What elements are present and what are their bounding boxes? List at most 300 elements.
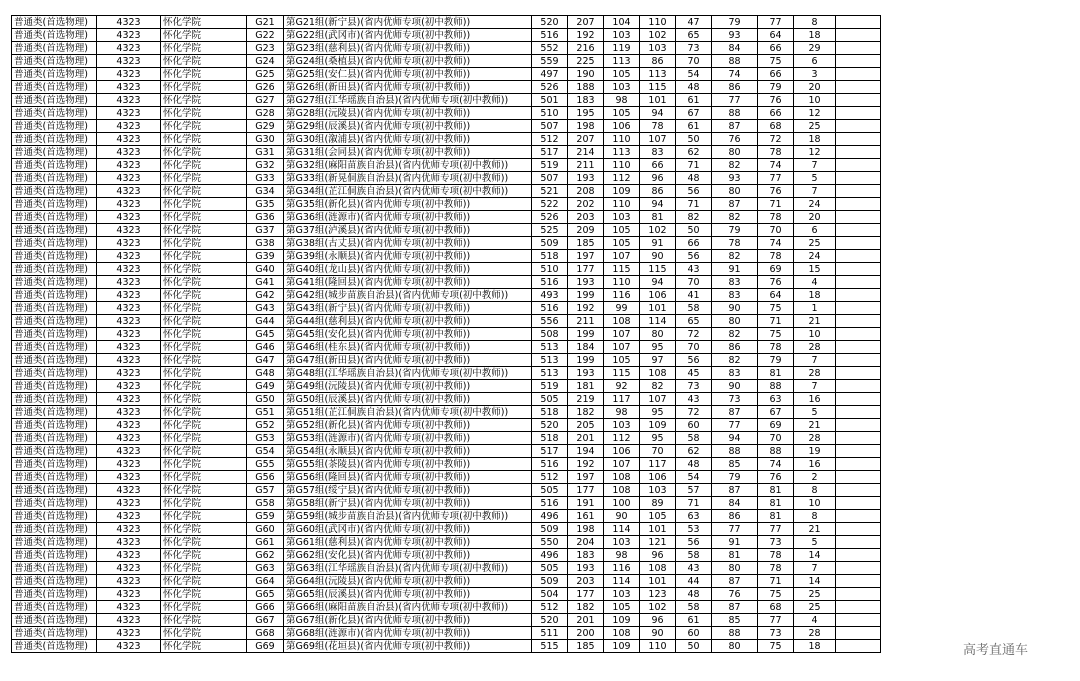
score-col-8-cell: 1 <box>794 302 836 315</box>
group-name-cell: 第G33组(新晃侗族自治县)(省内优师专项(初中教师)) <box>284 172 532 185</box>
group-name-cell: 第G40组(龙山县)(省内优师专项(初中教师)) <box>284 263 532 276</box>
score-col-4-cell: 107 <box>640 133 676 146</box>
group-code-cell: G61 <box>247 536 284 549</box>
school-name-cell: 怀化学院 <box>161 315 247 328</box>
category-cell: 普通类(首选物理) <box>12 159 97 172</box>
category-cell: 普通类(首选物理) <box>12 198 97 211</box>
group-code-cell: G29 <box>247 120 284 133</box>
empty-cell <box>836 276 881 289</box>
group-code-cell: G66 <box>247 601 284 614</box>
score-col-6-cell: 86 <box>712 81 758 94</box>
score-col-2-cell: 192 <box>568 302 604 315</box>
score-col-6-cell: 74 <box>712 68 758 81</box>
school-name-cell: 怀化学院 <box>161 211 247 224</box>
total-score-cell: 505 <box>532 393 568 406</box>
score-col-3-cell: 115 <box>604 367 640 380</box>
group-code-cell: G56 <box>247 471 284 484</box>
score-col-7-cell: 72 <box>758 133 794 146</box>
score-col-6-cell: 88 <box>712 107 758 120</box>
total-score-cell: 513 <box>532 367 568 380</box>
group-code-cell: G49 <box>247 380 284 393</box>
group-name-cell: 第G52组(新化县)(省内优师专项(初中教师)) <box>284 419 532 432</box>
school-name-cell: 怀化学院 <box>161 107 247 120</box>
table-row <box>12 497 881 510</box>
school-code-cell: 4323 <box>97 211 161 224</box>
total-score-cell: 509 <box>532 523 568 536</box>
score-col-5-cell: 63 <box>676 510 712 523</box>
score-col-2-cell: 207 <box>568 16 604 29</box>
total-score-cell: 526 <box>532 211 568 224</box>
score-col-4-cell: 86 <box>640 55 676 68</box>
score-col-7-cell: 71 <box>758 575 794 588</box>
score-col-2-cell: 200 <box>568 627 604 640</box>
table-row <box>12 614 881 627</box>
score-col-6-cell: 94 <box>712 432 758 445</box>
score-col-8-cell: 12 <box>794 107 836 120</box>
score-col-8-cell: 25 <box>794 237 836 250</box>
score-col-4-cell: 95 <box>640 432 676 445</box>
school-code-cell: 4323 <box>97 575 161 588</box>
score-col-7-cell: 78 <box>758 146 794 159</box>
score-col-6-cell: 79 <box>712 224 758 237</box>
total-score-cell: 504 <box>532 588 568 601</box>
group-name-cell: 第G43组(新宁县)(省内优师专项(初中教师)) <box>284 302 532 315</box>
score-col-8-cell: 6 <box>794 224 836 237</box>
score-col-6-cell: 78 <box>712 237 758 250</box>
table-row <box>12 341 881 354</box>
category-cell: 普通类(首选物理) <box>12 94 97 107</box>
group-name-cell: 第G42组(城步苗族自治县)(省内优师专项(初中教师)) <box>284 289 532 302</box>
school-name-cell: 怀化学院 <box>161 224 247 237</box>
school-name-cell: 怀化学院 <box>161 42 247 55</box>
total-score-cell: 507 <box>532 120 568 133</box>
total-score-cell: 505 <box>532 484 568 497</box>
empty-cell <box>836 81 881 94</box>
empty-cell <box>836 55 881 68</box>
score-col-3-cell: 107 <box>604 458 640 471</box>
score-col-7-cell: 70 <box>758 224 794 237</box>
score-col-2-cell: 182 <box>568 601 604 614</box>
score-col-5-cell: 58 <box>676 549 712 562</box>
score-col-4-cell: 81 <box>640 211 676 224</box>
category-cell: 普通类(首选物理) <box>12 172 97 185</box>
group-code-cell: G22 <box>247 29 284 42</box>
empty-cell <box>836 497 881 510</box>
category-cell: 普通类(首选物理) <box>12 458 97 471</box>
score-col-7-cell: 71 <box>758 315 794 328</box>
score-col-6-cell: 87 <box>712 601 758 614</box>
total-score-cell: 525 <box>532 224 568 237</box>
group-name-cell: 第G44组(慈利县)(省内优师专项(初中教师)) <box>284 315 532 328</box>
category-cell: 普通类(首选物理) <box>12 289 97 302</box>
score-col-7-cell: 66 <box>758 107 794 120</box>
score-col-6-cell: 88 <box>712 445 758 458</box>
group-name-cell: 第G35组(新化县)(省内优师专项(初中教师)) <box>284 198 532 211</box>
score-col-6-cell: 85 <box>712 458 758 471</box>
school-name-cell: 怀化学院 <box>161 367 247 380</box>
school-name-cell: 怀化学院 <box>161 523 247 536</box>
score-col-8-cell: 28 <box>794 432 836 445</box>
group-code-cell: G36 <box>247 211 284 224</box>
group-code-cell: G43 <box>247 302 284 315</box>
score-col-2-cell: 225 <box>568 55 604 68</box>
empty-cell <box>836 172 881 185</box>
school-name-cell: 怀化学院 <box>161 198 247 211</box>
group-name-cell: 第G54组(永顺县)(省内优师专项(初中教师)) <box>284 445 532 458</box>
category-cell: 普通类(首选物理) <box>12 562 97 575</box>
score-col-4-cell: 107 <box>640 393 676 406</box>
group-code-cell: G38 <box>247 237 284 250</box>
school-code-cell: 4323 <box>97 276 161 289</box>
score-col-8-cell: 5 <box>794 172 836 185</box>
score-col-7-cell: 81 <box>758 497 794 510</box>
score-col-5-cell: 48 <box>676 81 712 94</box>
group-code-cell: G34 <box>247 185 284 198</box>
school-code-cell: 4323 <box>97 614 161 627</box>
group-code-cell: G64 <box>247 575 284 588</box>
score-col-2-cell: 201 <box>568 432 604 445</box>
score-col-3-cell: 119 <box>604 42 640 55</box>
score-col-2-cell: 198 <box>568 120 604 133</box>
category-cell: 普通类(首选物理) <box>12 16 97 29</box>
group-code-cell: G55 <box>247 458 284 471</box>
score-col-7-cell: 78 <box>758 341 794 354</box>
total-score-cell: 510 <box>532 263 568 276</box>
score-col-6-cell: 80 <box>712 185 758 198</box>
category-cell: 普通类(首选物理) <box>12 601 97 614</box>
score-col-2-cell: 184 <box>568 341 604 354</box>
category-cell: 普通类(首选物理) <box>12 250 97 263</box>
score-col-7-cell: 68 <box>758 601 794 614</box>
group-code-cell: G68 <box>247 627 284 640</box>
score-col-2-cell: 203 <box>568 575 604 588</box>
school-code-cell: 4323 <box>97 406 161 419</box>
score-col-5-cell: 58 <box>676 432 712 445</box>
empty-cell <box>836 484 881 497</box>
table-row <box>12 94 881 107</box>
score-col-6-cell: 93 <box>712 172 758 185</box>
score-col-3-cell: 110 <box>604 159 640 172</box>
empty-cell <box>836 120 881 133</box>
total-score-cell: 556 <box>532 315 568 328</box>
score-col-5-cell: 61 <box>676 94 712 107</box>
table-row <box>12 42 881 55</box>
empty-cell <box>836 42 881 55</box>
group-name-cell: 第G49组(沅陵县)(省内优师专项(初中教师)) <box>284 380 532 393</box>
school-code-cell: 4323 <box>97 185 161 198</box>
score-col-3-cell: 103 <box>604 536 640 549</box>
score-col-4-cell: 94 <box>640 107 676 120</box>
score-col-8-cell: 21 <box>794 315 836 328</box>
score-col-4-cell: 83 <box>640 146 676 159</box>
empty-cell <box>836 68 881 81</box>
total-score-cell: 520 <box>532 16 568 29</box>
empty-cell <box>836 575 881 588</box>
score-col-6-cell: 86 <box>712 341 758 354</box>
total-score-cell: 512 <box>532 471 568 484</box>
group-code-cell: G60 <box>247 523 284 536</box>
group-name-cell: 第G63组(江华瑶族自治县)(省内优师专项(初中教师)) <box>284 562 532 575</box>
score-col-4-cell: 101 <box>640 575 676 588</box>
score-col-2-cell: 177 <box>568 588 604 601</box>
score-col-3-cell: 114 <box>604 575 640 588</box>
empty-cell <box>836 224 881 237</box>
category-cell: 普通类(首选物理) <box>12 549 97 562</box>
score-col-4-cell: 110 <box>640 640 676 653</box>
total-score-cell: 510 <box>532 107 568 120</box>
score-col-2-cell: 182 <box>568 406 604 419</box>
score-col-6-cell: 90 <box>712 302 758 315</box>
group-code-cell: G24 <box>247 55 284 68</box>
score-col-6-cell: 82 <box>712 354 758 367</box>
total-score-cell: 522 <box>532 198 568 211</box>
school-code-cell: 4323 <box>97 380 161 393</box>
score-col-7-cell: 71 <box>758 198 794 211</box>
school-code-cell: 4323 <box>97 536 161 549</box>
score-col-4-cell: 90 <box>640 250 676 263</box>
table-row <box>12 29 881 42</box>
category-cell: 普通类(首选物理) <box>12 367 97 380</box>
score-col-3-cell: 103 <box>604 211 640 224</box>
score-col-2-cell: 209 <box>568 224 604 237</box>
group-name-cell: 第G67组(新化县)(省内优师专项(初中教师)) <box>284 614 532 627</box>
score-col-3-cell: 109 <box>604 614 640 627</box>
score-col-6-cell: 79 <box>712 471 758 484</box>
score-col-4-cell: 110 <box>640 16 676 29</box>
empty-cell <box>836 380 881 393</box>
score-col-5-cell: 54 <box>676 68 712 81</box>
school-name-cell: 怀化学院 <box>161 471 247 484</box>
score-col-2-cell: 193 <box>568 172 604 185</box>
total-score-cell: 519 <box>532 159 568 172</box>
score-col-8-cell: 16 <box>794 458 836 471</box>
category-cell: 普通类(首选物理) <box>12 536 97 549</box>
score-col-3-cell: 113 <box>604 146 640 159</box>
score-col-4-cell: 115 <box>640 263 676 276</box>
group-name-cell: 第G27组(江华瑶族自治县)(省内优师专项(初中教师)) <box>284 94 532 107</box>
score-col-7-cell: 75 <box>758 588 794 601</box>
category-cell: 普通类(首选物理) <box>12 237 97 250</box>
score-col-5-cell: 56 <box>676 250 712 263</box>
table-row <box>12 250 881 263</box>
category-cell: 普通类(首选物理) <box>12 211 97 224</box>
group-code-cell: G69 <box>247 640 284 653</box>
table-row <box>12 536 881 549</box>
score-col-5-cell: 70 <box>676 341 712 354</box>
score-col-5-cell: 48 <box>676 588 712 601</box>
score-col-5-cell: 71 <box>676 497 712 510</box>
score-col-6-cell: 84 <box>712 497 758 510</box>
score-col-7-cell: 74 <box>758 159 794 172</box>
score-col-8-cell: 10 <box>794 328 836 341</box>
score-col-8-cell: 7 <box>794 354 836 367</box>
school-code-cell: 4323 <box>97 68 161 81</box>
total-score-cell: 496 <box>532 510 568 523</box>
group-code-cell: G40 <box>247 263 284 276</box>
score-col-4-cell: 103 <box>640 484 676 497</box>
score-col-5-cell: 44 <box>676 575 712 588</box>
score-col-3-cell: 110 <box>604 133 640 146</box>
school-code-cell: 4323 <box>97 29 161 42</box>
score-col-2-cell: 190 <box>568 68 604 81</box>
category-cell: 普通类(首选物理) <box>12 328 97 341</box>
group-code-cell: G59 <box>247 510 284 523</box>
school-name-cell: 怀化学院 <box>161 510 247 523</box>
school-code-cell: 4323 <box>97 81 161 94</box>
score-col-2-cell: 192 <box>568 29 604 42</box>
watermark: 高考直通车 <box>963 643 1029 658</box>
score-col-7-cell: 78 <box>758 250 794 263</box>
score-col-6-cell: 82 <box>712 211 758 224</box>
empty-cell <box>836 16 881 29</box>
score-col-8-cell: 20 <box>794 81 836 94</box>
school-code-cell: 4323 <box>97 471 161 484</box>
table-row <box>12 55 881 68</box>
group-name-cell: 第G29组(辰溪县)(省内优师专项(初中教师)) <box>284 120 532 133</box>
score-col-8-cell: 28 <box>794 367 836 380</box>
group-name-cell: 第G55组(茶陵县)(省内优师专项(初中教师)) <box>284 458 532 471</box>
score-col-8-cell: 25 <box>794 120 836 133</box>
score-col-6-cell: 80 <box>712 562 758 575</box>
score-col-7-cell: 67 <box>758 406 794 419</box>
table-row <box>12 393 881 406</box>
score-col-5-cell: 72 <box>676 328 712 341</box>
score-col-4-cell: 103 <box>640 42 676 55</box>
empty-cell <box>836 341 881 354</box>
score-col-5-cell: 48 <box>676 458 712 471</box>
empty-cell <box>836 328 881 341</box>
school-code-cell: 4323 <box>97 42 161 55</box>
school-code-cell: 4323 <box>97 549 161 562</box>
school-name-cell: 怀化学院 <box>161 133 247 146</box>
category-cell: 普通类(首选物理) <box>12 55 97 68</box>
total-score-cell: 509 <box>532 575 568 588</box>
score-col-8-cell: 21 <box>794 523 836 536</box>
score-col-2-cell: 191 <box>568 497 604 510</box>
empty-cell <box>836 432 881 445</box>
empty-cell <box>836 588 881 601</box>
score-col-3-cell: 98 <box>604 94 640 107</box>
score-col-3-cell: 104 <box>604 16 640 29</box>
group-code-cell: G46 <box>247 341 284 354</box>
total-score-cell: 521 <box>532 185 568 198</box>
group-name-cell: 第G50组(辰溪县)(省内优师专项(初中教师)) <box>284 393 532 406</box>
school-code-cell: 4323 <box>97 146 161 159</box>
score-col-7-cell: 69 <box>758 419 794 432</box>
school-name-cell: 怀化学院 <box>161 341 247 354</box>
score-col-2-cell: 185 <box>568 640 604 653</box>
table-row <box>12 224 881 237</box>
school-code-cell: 4323 <box>97 55 161 68</box>
empty-cell <box>836 29 881 42</box>
category-cell: 普通类(首选物理) <box>12 393 97 406</box>
table-row <box>12 471 881 484</box>
group-code-cell: G30 <box>247 133 284 146</box>
score-col-2-cell: 203 <box>568 211 604 224</box>
score-col-6-cell: 76 <box>712 588 758 601</box>
score-col-3-cell: 103 <box>604 588 640 601</box>
school-code-cell: 4323 <box>97 445 161 458</box>
school-code-cell: 4323 <box>97 497 161 510</box>
score-col-7-cell: 81 <box>758 510 794 523</box>
score-col-7-cell: 66 <box>758 42 794 55</box>
score-col-7-cell: 64 <box>758 289 794 302</box>
score-col-4-cell: 101 <box>640 94 676 107</box>
score-col-2-cell: 199 <box>568 289 604 302</box>
score-col-4-cell: 109 <box>640 419 676 432</box>
table-row <box>12 302 881 315</box>
score-col-2-cell: 204 <box>568 536 604 549</box>
table-row <box>12 640 881 653</box>
score-col-3-cell: 109 <box>604 185 640 198</box>
score-col-6-cell: 88 <box>712 55 758 68</box>
score-col-2-cell: 181 <box>568 380 604 393</box>
category-cell: 普通类(首选物理) <box>12 185 97 198</box>
category-cell: 普通类(首选物理) <box>12 432 97 445</box>
group-name-cell: 第G46组(桂东县)(省内优师专项(初中教师)) <box>284 341 532 354</box>
group-name-cell: 第G32组(麻阳苗族自治县)(省内优师专项(初中教师)) <box>284 159 532 172</box>
school-name-cell: 怀化学院 <box>161 263 247 276</box>
score-col-3-cell: 103 <box>604 419 640 432</box>
school-code-cell: 4323 <box>97 198 161 211</box>
score-col-6-cell: 77 <box>712 523 758 536</box>
score-col-8-cell: 10 <box>794 94 836 107</box>
empty-cell <box>836 354 881 367</box>
score-col-6-cell: 83 <box>712 367 758 380</box>
score-col-5-cell: 53 <box>676 523 712 536</box>
table-row <box>12 484 881 497</box>
empty-cell <box>836 367 881 380</box>
score-col-6-cell: 77 <box>712 419 758 432</box>
school-name-cell: 怀化学院 <box>161 185 247 198</box>
score-col-3-cell: 110 <box>604 198 640 211</box>
school-code-cell: 4323 <box>97 224 161 237</box>
score-col-5-cell: 73 <box>676 42 712 55</box>
group-code-cell: G57 <box>247 484 284 497</box>
score-col-6-cell: 87 <box>712 484 758 497</box>
score-col-7-cell: 77 <box>758 16 794 29</box>
score-col-2-cell: 197 <box>568 250 604 263</box>
total-score-cell: 496 <box>532 549 568 562</box>
score-col-6-cell: 88 <box>712 627 758 640</box>
school-name-cell: 怀化学院 <box>161 120 247 133</box>
table-body <box>12 16 881 653</box>
total-score-cell: 516 <box>532 497 568 510</box>
score-col-7-cell: 75 <box>758 328 794 341</box>
score-col-4-cell: 90 <box>640 627 676 640</box>
school-name-cell: 怀化学院 <box>161 146 247 159</box>
score-col-5-cell: 50 <box>676 640 712 653</box>
school-name-cell: 怀化学院 <box>161 328 247 341</box>
school-name-cell: 怀化学院 <box>161 549 247 562</box>
group-name-cell: 第G23组(慈利县)(省内优师专项(初中教师)) <box>284 42 532 55</box>
school-name-cell: 怀化学院 <box>161 627 247 640</box>
score-col-7-cell: 73 <box>758 536 794 549</box>
score-col-5-cell: 50 <box>676 224 712 237</box>
table-row <box>12 185 881 198</box>
category-cell: 普通类(首选物理) <box>12 315 97 328</box>
group-name-cell: 第G31组(会同县)(省内优师专项(初中教师)) <box>284 146 532 159</box>
score-col-2-cell: 202 <box>568 198 604 211</box>
group-name-cell: 第G34组(芷江侗族自治县)(省内优师专项(初中教师)) <box>284 185 532 198</box>
group-code-cell: G53 <box>247 432 284 445</box>
score-col-2-cell: 207 <box>568 133 604 146</box>
score-col-8-cell: 21 <box>794 419 836 432</box>
school-code-cell: 4323 <box>97 419 161 432</box>
score-col-5-cell: 45 <box>676 367 712 380</box>
score-col-6-cell: 87 <box>712 198 758 211</box>
score-col-3-cell: 115 <box>604 263 640 276</box>
